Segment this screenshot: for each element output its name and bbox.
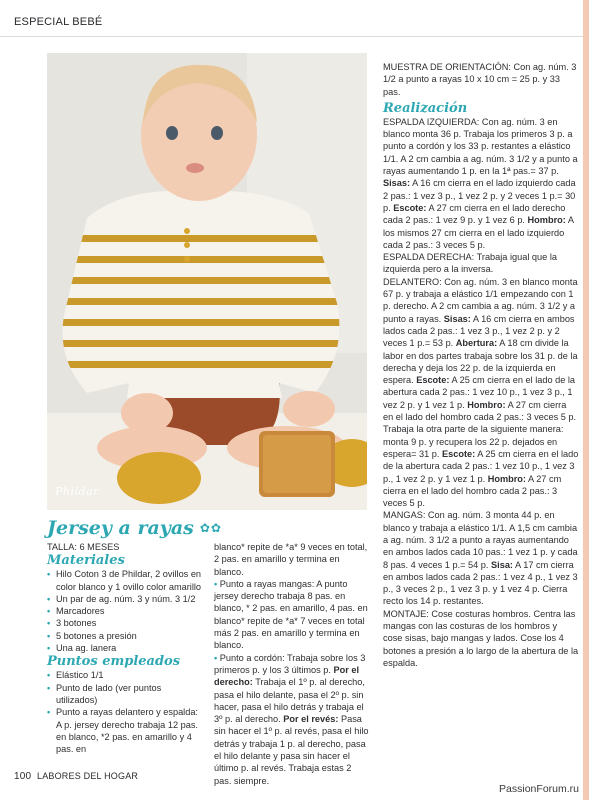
gauge-paragraph: MUESTRA DE ORIENTACIÓN: Con ag. núm. 3 1/2 a punto a rayas 10 x 10 cm = 25 p. y 33 pas. [383, 62, 577, 97]
list-item: • Punto de lado (ver puntos utilizados) [47, 682, 205, 707]
pattern-title-row [47, 517, 367, 539]
list-item: • Una ag. lanera [47, 642, 205, 654]
realizacion-heading: Realización [383, 100, 468, 116]
middle-column [214, 541, 369, 787]
page-footer [14, 771, 138, 782]
materials-list [47, 568, 205, 654]
delantero-paragraph: DELANTERO: Con ag. núm. 3 en blanco monta 67 p. y trabaja a elástico 1/1 empezando con 1 p. derecho. A 2 cm cambia a ag. núm. 3 1/2 y a punto a rayas. Sisas: A 16 cm cierra en ambos lados cada 2 pas.: 1 vez 3 p., 1 vez 2 p. y 2 veces 1 p.= 53 p. Abertura: A 18 cm divide la labor en dos partes trabaja sobre los 31 p. de la derecha y deja los 22 p. de la izquierda en espera. Escote: A 25 cm cierra en el lado de la abertura cada 2 pas.: 1 vez 10 p., 1 vez 3 p., 1 vez 2 p. y 1 vez 1 p. Hombro: A 27 cm cierra en el lado del hombro cada 2 pas.: 3 veces 5 p. Trabaja la otra parte de la siguiente manera: monta 9 p. y recupera los 22 p. dejados en espera= 31 p. Escote: A 25 cm cierra en el lado de la abertura cada 2 pas.: 1 vez 10 p., 1 vez 3 p., 1 vez 2 p. y 1 vez 1 p. Hombro: A 27 cm cierra en el lado del hombro cada 2 pas.: 3 veces 5 p. [383, 276, 579, 509]
list-item: • 5 botones a presión [47, 630, 205, 642]
bullet-icon: • [214, 578, 220, 589]
stitches-list [47, 669, 205, 755]
page-edge-stripe [583, 0, 589, 800]
baby-sweater-illustration [47, 53, 367, 510]
cordon-paragraph: • Punto a cordón: Trabaja sobre los 3 primeros p. y los 3 últimos p. Por el derecho: Trabaja el 1º p. al derecho, pasa el hilo delante, pasa el 2º p. sin hacer, pasa el hilo detrás y trabaja el 3º p. al derecho. Por el revés: Pasa sin hacer el 1º p. al revés, pasa el hilo detrás y trabaja 1 p. al derecho, pasa el hilo delante y pasa sin hacer el último p. al revés. Trabaja estas 2 pas. siempre. [214, 652, 369, 786]
espalda-izquierda-paragraph: ESPALDA IZQUIERDA: Con ag. núm. 3 en blanco monta 36 p. Trabaja los primeros 3 p. a punto a cordón y los 33 p. restantes a elástico 1/1. A 2 cm cambia a ag. núm. 3 1/2 y a punto a rayas aumentando 1 p. en la 1ª pas.= 37 p. Sisas: A 16 cm cierra en el lado izquierdo cada 2 pas.: 1 vez 3 p., 1 vez 2 p. y 2 veces 1 p.= 30 p. Escote: A 27 cm cierra en el lado derecho cada 2 pas.: 1 vez 9 p. y 1 vez 6 p. Hombro: A los mismos 27 cm cierra en el lado izquierdo cada 2 pas.: 3 veces 5 p. [383, 116, 578, 250]
stitches-heading: Puntos empleados [47, 654, 181, 670]
list-item: • Punto a rayas delantero y espalda: A p. jersey derecho trabaja 12 pas. en blanco, *2 pas. en amarillo y 4 pas. en [47, 706, 205, 755]
list-item: • Elástico 1/1 [47, 669, 205, 681]
watermark: PassionForum.ru [499, 783, 579, 795]
montaje-paragraph: MONTAJE: Cose costuras hombros. Centra las mangas con las costuras de los hombros y cose sisas, bajo mangas y lados. Cose los 4 botones a presión a lo largo de la abertura de la espalda. [383, 608, 579, 668]
mangas-paragraph: MANGAS: Con ag. núm. 3 monta 44 p. en blanco y trabaja a elástico 1/1. A 1,5 cm cambia a ag. núm. 3 1/2 a punto a rayas aumentando en ambos lados cada 10 pas.: 1 vez 1 p. y cada 8 pas. 4 veces 1 p.= 54 p. Sisa: A 17 cm cierra en ambos lados cada 2 pas.: 1 vez 4 p., 1 vez 3 p., 3 veces 2 p., 1 vez 3 p. y 1 vez 4 p. Cierra recto los 14 p. restantes. [383, 510, 578, 607]
size-line: TALLA: 6 MESES [47, 542, 120, 552]
page-number: 100 [14, 771, 32, 782]
flower-rating-icon: ✿✿ [199, 521, 222, 535]
brand-logo: Phildar [55, 485, 99, 498]
magazine-name: LABORES DEL HOGAR [37, 771, 139, 781]
list-item: • Hilo Coton 3 de Phildar, 2 ovillos en color blanco y 1 ovillo color amarillo [47, 568, 205, 593]
bullet-icon: • [214, 652, 220, 663]
materials-heading: Materiales [47, 553, 125, 569]
pattern-title: Jersey a rayas [47, 517, 194, 539]
list-item: • Marcadores [47, 605, 205, 617]
section-header: ESPECIAL BEBÉ [14, 16, 103, 28]
header-divider [0, 36, 583, 37]
list-item: • 3 botones [47, 617, 205, 629]
right-column [383, 61, 579, 669]
list-item: • Un par de ag. núm. 3 y núm. 3 1/2 [47, 593, 205, 605]
espalda-derecha-paragraph: ESPALDA DERECHA: Trabaja igual que la izquierda pero a la inversa. [383, 252, 557, 275]
baby-photo [47, 53, 367, 510]
left-column [47, 541, 205, 755]
mangas-stripe-paragraph: • Punto a rayas mangas: A punto jersey derecho trabaja 8 pas. en blanco, * 2 pas. en amarillo, 4 pas. en blanco* repite de *a* 7 veces en total más 2 pas. en amarillo y termina en blanco. [214, 578, 368, 651]
stripe-continuation: blanco* repite de *a* 9 veces en total, 2 pas. en amarillo y termina en blanco. [214, 542, 368, 577]
